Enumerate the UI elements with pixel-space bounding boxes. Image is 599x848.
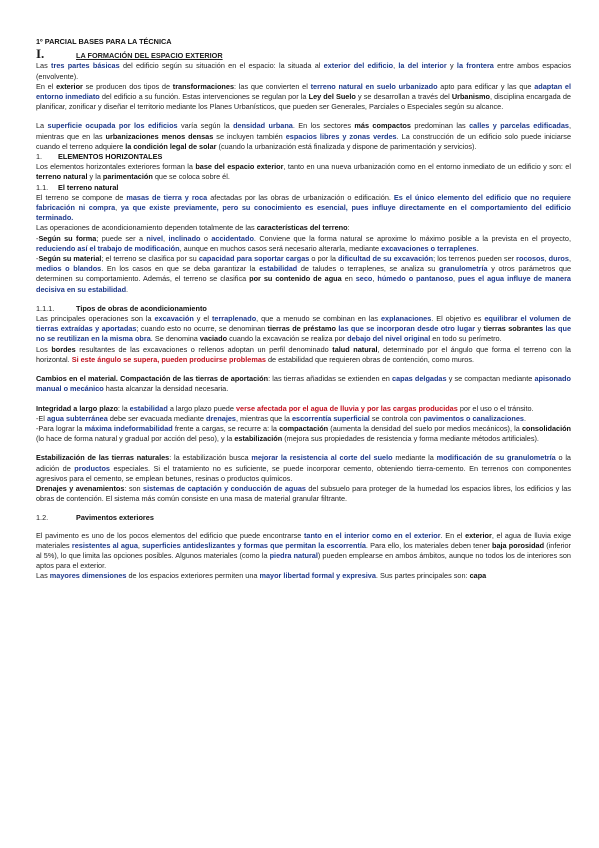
subsection-heading <box>36 304 571 314</box>
section-title: LA FORMACIÓN DEL ESPACIO EXTERIOR <box>76 51 223 61</box>
body-text: cuando la excavación se realiza por <box>227 334 348 344</box>
section-number: I. <box>36 46 45 62</box>
body-text: que se coloca sobre él. <box>152 172 230 182</box>
body-text: . La construcción de un edificio solo puede iniciarse cuando el terreno adquiere <box>36 131 572 151</box>
body-text: - <box>36 254 39 264</box>
body-text: especiales. Si el tratamiento no es suficiente, se puede incorporar cemento, obteniendo tierra-cemento. En terrenos con componentes agresivos para el cemento, se emplean betunes, resinas o productos químicos. <box>36 463 571 483</box>
emphasis-text: espacios libres y zonas verdes <box>285 131 397 141</box>
emphasis-text: mejorar la resistencia al corte del suelo <box>251 453 393 463</box>
emphasis-text: medios o blandos <box>36 264 102 274</box>
paragraph <box>36 193 571 224</box>
emphasis-text: húmedo o pantanoso <box>377 274 454 284</box>
body-text: del edificio según su situación en el espacio: la situada al <box>119 61 324 71</box>
body-text: (cuando la urbanización está finalizada y dispone de parimentación y servicios). <box>216 141 477 151</box>
body-text: y <box>475 324 484 334</box>
emphasis-text: tres partes básicas <box>51 61 120 71</box>
emphasis-text: nivel <box>146 233 164 243</box>
emphasis-text: rocosos <box>516 254 545 264</box>
body-text: La <box>36 121 48 131</box>
paragraph <box>36 404 571 414</box>
emphasis-text: densidad urbana <box>233 121 293 131</box>
body-text: ; el terreno se clasifica por su <box>101 254 199 264</box>
emphasis-text: dificultad de su excavación <box>337 254 434 264</box>
emphasis-text: productos <box>74 463 110 473</box>
body-text: Las <box>36 571 50 581</box>
body-text: de los espacios exteriores permiten una <box>126 571 260 581</box>
body-text: y el <box>193 314 212 324</box>
emphasis-text: Ley del Suelo <box>308 92 356 102</box>
emphasis-text: Estabilización de las tierras naturales <box>36 453 170 463</box>
body-text: en <box>341 274 356 284</box>
paragraph <box>36 424 571 444</box>
body-text: . <box>476 243 479 253</box>
emphasis-text: accidentado <box>211 233 254 243</box>
paragraph <box>36 61 571 81</box>
body-text: y <box>446 61 457 71</box>
emphasis-text: exterior <box>465 530 492 540</box>
emphasis-text: apisonado manual o mecánico <box>36 374 571 394</box>
subsection-heading <box>36 152 571 162</box>
body-text: -Para lograr la <box>36 423 85 433</box>
body-text: . Conviene que la forma natural se aproxime lo máximo posible a la prevista en el proyecto, <box>253 233 571 243</box>
paragraph <box>36 531 571 572</box>
emphasis-text: mayores dimensiones <box>49 571 127 581</box>
emphasis-text: terreno natural <box>36 172 88 182</box>
emphasis-text: inclinado <box>168 233 201 243</box>
body-text: , <box>544 254 549 264</box>
emphasis-text: Cambios en el material. Compactación de las tierras de aportación <box>36 374 269 384</box>
body-text: del edificio a su función. Estas intervenciones se regulan por la <box>99 92 309 102</box>
emphasis-text: compactación <box>279 423 329 433</box>
emphasis-text: baja porosidad <box>492 540 545 550</box>
emphasis-text: ya que existe previamente, pero su conocimiento es esencial, pues influye directamente en el comportamiento del edificio terminado. <box>36 203 572 223</box>
emphasis-text: por su contenido de agua <box>249 274 342 284</box>
emphasis-text: exterior del edificio <box>323 61 394 71</box>
body-text: . En los sectores <box>292 121 355 131</box>
body-text: , que a menudo se combinan en las <box>256 314 381 324</box>
body-text: . <box>523 413 526 423</box>
body-text: ; los terrenos pueden ser <box>433 254 517 264</box>
body-text: . En los casos en que se deba garantizar la <box>101 264 260 274</box>
emphasis-text: base del espacio exterior <box>195 162 284 172</box>
document-page <box>36 37 571 582</box>
body-text: ; puede ser a <box>96 233 147 243</box>
paragraph <box>36 254 571 295</box>
body-text: El terreno se compone de <box>36 192 127 202</box>
body-text: en todo su perímetro. <box>430 334 502 344</box>
body-text: . El objetivo es <box>431 314 485 324</box>
body-text: varía según la <box>177 121 234 131</box>
paragraph <box>36 162 571 182</box>
body-text: se controla con <box>369 413 424 423</box>
body-text: , mientras que en las <box>36 121 572 141</box>
emphasis-text: granulometría <box>438 264 488 274</box>
emphasis-text: terreno natural en suelo urbanizado <box>310 81 438 91</box>
document-header: 1º PARCIAL BASES PARA LA TÉCNICA <box>36 37 172 46</box>
emphasis-text: tierras de préstamo <box>267 324 336 334</box>
body-text: , disciplina encargada de planificar, zonificar y diseñar el territorio mediante los Planes Urbanísticos, que pueden ser Generales, Parciales o Especiales según su alcance. <box>36 92 571 112</box>
body-text: - <box>36 233 39 243</box>
body-text: se incluyen también <box>213 131 286 141</box>
body-text: , el agua de lluvia exige materiales <box>36 530 572 550</box>
emphasis-text: las que se incorporan desde otro lugar <box>338 324 476 334</box>
body-text: Los elementos horizontales exteriores forman la <box>36 162 196 172</box>
emphasis-text: Drenajes y avenamientos <box>36 483 125 493</box>
body-text: Las operaciones de acondicionamiento dependen totalmente de las <box>36 223 257 233</box>
emphasis-text: resistentes al agua <box>71 540 138 550</box>
emphasis-text: urbanizaciones menos densas <box>105 131 214 141</box>
emphasis-text: estabilización <box>234 434 283 444</box>
body-text: o por la <box>309 254 338 264</box>
body-text: , <box>453 274 459 284</box>
body-text: : la estabilización busca <box>169 453 252 463</box>
emphasis-text: escorrentía superficial <box>291 413 370 423</box>
body-text: . <box>126 284 129 294</box>
body-text: Las principales operaciones son la <box>36 314 155 324</box>
body-text: -El <box>36 413 47 423</box>
body-text: , mientras que la <box>235 413 292 423</box>
paragraph <box>36 484 571 504</box>
paragraph <box>36 571 571 581</box>
paragraph <box>36 345 571 365</box>
emphasis-text: la condición legal de solar <box>125 141 217 151</box>
emphasis-text: agua subterránea <box>46 413 108 423</box>
body-text: de estabilidad que requieren obras de contención, como muros. <box>265 354 475 364</box>
emphasis-text: superficies antideslizantes y formas que permitan la escorrentía <box>142 540 366 550</box>
emphasis-text: piedra natural <box>269 550 318 560</box>
emphasis-text: terraplenado <box>211 314 257 324</box>
paragraph <box>36 453 571 484</box>
emphasis-text: drenajes <box>205 413 236 423</box>
emphasis-text: talud natural <box>332 344 378 354</box>
body-text: predominan las <box>410 121 470 131</box>
body-text: del subsuelo para proteger de la humedad los espacios libres, los edificios y las obras de contención. El sistema más común consiste en una masa de material granular filtrante. <box>36 483 571 504</box>
emphasis-text: características del terreno <box>256 223 348 233</box>
emphasis-text: equilibrar el volumen de tierras extraídas y aportadas <box>36 314 571 334</box>
emphasis-text: masas de tierra y roca <box>126 192 208 202</box>
emphasis-text: sistemas de captación y conducción de aguas <box>143 483 306 493</box>
body-text: Los <box>36 344 52 354</box>
heading-number: 1.1.1. <box>36 303 55 313</box>
emphasis-text: parimentación <box>102 172 153 182</box>
emphasis-text: debajo del nivel original <box>347 334 431 344</box>
emphasis-text: máxima indeformabilidad <box>84 423 173 433</box>
body-text: , <box>163 233 169 243</box>
emphasis-text: la del interior <box>398 61 447 71</box>
body-text: de taludes o terraplenes, se analiza su <box>297 264 439 274</box>
emphasis-text: verse afectada por el agua de lluvia y por las cargas producidas <box>235 403 458 413</box>
body-text: , <box>568 254 571 264</box>
body-text: y se desarrollan a través del <box>355 92 452 102</box>
body-text: por el uso o el tránsito. <box>457 403 534 413</box>
body-text: El pavimento es uno de los pocos elementos del edificio que puede encontrarse <box>36 530 304 540</box>
emphasis-text: capas delgadas <box>392 374 447 384</box>
paragraph <box>36 82 571 113</box>
body-text: , determinado por el ángulo que forma el terreno con la horizontal. <box>36 344 571 364</box>
emphasis-text: transformaciones <box>172 81 234 91</box>
section-heading <box>36 46 571 62</box>
body-text: y la <box>87 172 103 182</box>
emphasis-text: mayor libertad formal y expresiva <box>259 571 376 581</box>
body-text: , <box>115 203 121 213</box>
emphasis-text: tanto en el interior como en el exterior <box>303 530 441 540</box>
emphasis-text: modificación de su granulometría <box>436 453 556 463</box>
body-text: resultantes de las excavaciones o rellenos adoptan un perfil denominado <box>75 344 333 354</box>
heading-title: El terreno natural <box>58 182 119 192</box>
body-text: y se compactan mediante <box>446 374 535 384</box>
emphasis-text: excavaciones o terraplenes <box>381 243 477 253</box>
heading-title: ELEMENTOS HORIZONTALES <box>58 152 163 162</box>
heading-number: 1.1. <box>36 182 49 192</box>
body-text: o <box>200 233 212 243</box>
emphasis-text: reduciendo así el trabajo de modificación <box>36 243 180 253</box>
heading-title: Pavimentos exteriores <box>76 513 154 523</box>
body-text: a largo plazo puede <box>167 403 236 413</box>
body-text: mediante la <box>392 453 437 463</box>
heading-number: 1.2. <box>36 513 49 523</box>
body-text: : son <box>124 483 144 493</box>
emphasis-text: Urbanismo <box>451 92 490 102</box>
emphasis-text: pavimentos o canalizaciones <box>423 413 524 423</box>
emphasis-text: Es el único elemento del edificio que no requiere fabricación ni compra <box>36 192 571 213</box>
emphasis-text: bordes <box>51 344 76 354</box>
body-text: : las tierras añadidas se extienden en <box>268 374 393 384</box>
body-text: (lo hace de forma natural y gradual por acción del peso), y la <box>36 434 235 444</box>
paragraph <box>36 121 571 152</box>
emphasis-text: Según su material <box>38 254 102 264</box>
body-text: : las que convierten el <box>234 81 311 91</box>
emphasis-text: duros <box>548 254 569 264</box>
emphasis-text: superficie ocupada por los edificios <box>47 121 178 131</box>
paragraph <box>36 374 571 394</box>
body-text: apto para edificar y las que <box>437 81 535 91</box>
body-text: ) pueden emplearse en ambos ámbitos, aunque no todos los de interiores son aptos para el exterior. <box>36 550 571 571</box>
emphasis-text: tierras sobrantes <box>483 324 544 334</box>
emphasis-text: seco <box>355 274 373 284</box>
body-text: En el <box>36 81 57 91</box>
emphasis-text: la frontera <box>456 61 494 71</box>
emphasis-text: Según su forma <box>38 233 97 243</box>
heading-number: 1. <box>36 152 43 162</box>
emphasis-text: más compactos <box>354 121 411 131</box>
emphasis-text: exterior <box>56 81 83 91</box>
emphasis-text: estabilidad <box>129 403 168 413</box>
emphasis-text: las que no se reutilizan en la misma obra <box>36 324 572 344</box>
body-text: , aunque en muchos casos será necesario alterarla, mediante <box>179 243 382 253</box>
emphasis-text: explanaciones <box>380 314 432 324</box>
emphasis-text: pues el agua influye de manera decisiva en su estabilidad <box>36 274 571 294</box>
body-text: debe ser evacuada mediante <box>107 413 206 423</box>
body-text: (inferior al 5%), lo que limita las opciones posibles. Algunos materiales (como la <box>36 540 571 560</box>
paragraph <box>36 223 571 233</box>
emphasis-text: estabilidad <box>259 264 298 274</box>
emphasis-text: consolidación <box>521 423 572 433</box>
emphasis-text: Integridad a largo plazo <box>36 403 118 413</box>
body-text: . Sus partes principales son: <box>375 571 470 581</box>
emphasis-text: capacidad para soportar cargas <box>198 254 310 264</box>
body-text: , tanto en una nueva urbanización como en el entorno inmediato de un edificio y son: el <box>283 162 571 172</box>
emphasis-text: Si este ángulo se supera, pueden producirse problemas <box>71 354 266 364</box>
body-text: , <box>393 61 399 71</box>
subsection-heading <box>36 183 571 193</box>
body-text: : la <box>117 403 130 413</box>
emphasis-text: capa <box>469 571 487 581</box>
subsection-heading <box>36 513 571 523</box>
body-text: . En el <box>440 530 466 540</box>
body-text: se producen dos tipos de <box>82 81 173 91</box>
emphasis-text: excavación <box>154 314 194 324</box>
body-text: entre ambos espacios (envolvente). <box>36 61 572 81</box>
body-text: (mejora sus propiedades de resistencia y forma mediante métodos artificiales). <box>282 434 539 444</box>
body-text: (aumenta la densidad del suelo por medios mecánicos), la <box>328 423 522 433</box>
emphasis-text: vaciado <box>199 334 228 344</box>
body-text: , <box>372 274 378 284</box>
emphasis-text: calles y parcelas edificadas <box>469 121 569 131</box>
body-text: hasta alcanzar la densidad necesaria. <box>103 384 229 394</box>
paragraph <box>36 314 571 345</box>
body-text: , <box>137 540 143 550</box>
body-text: o la adición de <box>36 453 571 473</box>
body-text: ; cuando esto no ocurre, se denominan <box>136 324 268 334</box>
heading-title: Tipos de obras de acondicionamiento <box>76 303 207 313</box>
body-text: : <box>347 223 350 233</box>
paragraph <box>36 414 571 424</box>
paragraph <box>36 234 571 254</box>
body-text: Las <box>36 61 52 71</box>
body-text: . Para ello, los materiales deben tener <box>365 540 492 550</box>
body-text: y otros parámetros que determinen su comportamiento. Además, el terreno se clasifica <box>36 264 572 284</box>
body-text: afectadas por las obras de urbanización o edificación. <box>207 192 394 202</box>
body-text: frente a cargas, se recurre a: la <box>172 423 280 433</box>
body-text: . Se denomina <box>150 334 200 344</box>
emphasis-text: adaptan el entorno inmediato <box>36 81 572 102</box>
